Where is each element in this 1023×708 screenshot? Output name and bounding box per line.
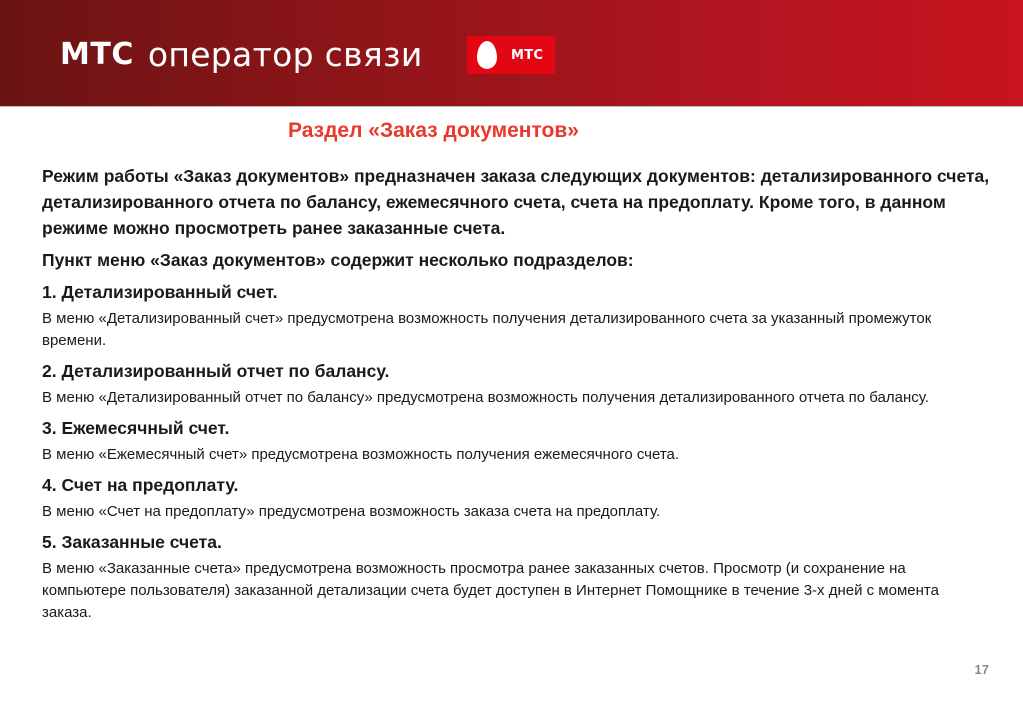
slide-content bbox=[42, 163, 992, 624]
subsection-heading: 1. Детализированный счет. bbox=[42, 282, 278, 302]
subsection-item bbox=[42, 358, 992, 409]
subsection-description: В меню «Ежемесячный счет» предусмотрена возможность получения ежемесячного счета. bbox=[42, 446, 680, 463]
slide-header bbox=[0, 0, 1023, 107]
brand-wordmark bbox=[60, 32, 423, 76]
section-title: Раздел «Заказ документов» bbox=[288, 119, 579, 142]
brand-name: МТС bbox=[60, 36, 134, 72]
subsection-item bbox=[42, 529, 992, 624]
subsection-heading: 4. Счет на предоплату. bbox=[42, 475, 239, 495]
subsection-description: В меню «Счет на предоплату» предусмотрена возможность заказа счета на предоплату. bbox=[42, 503, 661, 520]
mts-logo bbox=[467, 36, 555, 74]
subsection-description: В меню «Заказанные счета» предусмотрена возможность просмотра ранее заказанных счетов. Просмотр (и сохранение на компьютере пользователя) заказанной детализации счета будет доступен в Интернет Помощнике в течение 3-х дней с момента заказа. bbox=[42, 560, 939, 621]
subsection-description: В меню «Детализированный отчет по балансу» предусмотрена возможность получения детализированного отчета по балансу. bbox=[42, 389, 929, 406]
brand-tagline: оператор связи bbox=[147, 34, 423, 74]
logo-text: МТС bbox=[511, 47, 544, 63]
subsection-heading: 5. Заказанные счета. bbox=[42, 532, 222, 552]
page-number: 17 bbox=[974, 662, 989, 677]
subsection-item bbox=[42, 415, 992, 466]
subsection-heading: 3. Ежемесячный счет. bbox=[42, 418, 230, 438]
subsection-item bbox=[42, 472, 992, 523]
subsection-description: В меню «Детализированный счет» предусмотрена возможность получения детализированного счета за указанный промежуток времени. bbox=[42, 310, 932, 349]
menu-intro-paragraph: Пункт меню «Заказ документов» содержит несколько подразделов: bbox=[42, 250, 634, 270]
intro-paragraph: Режим работы «Заказ документов» предназначен заказа следующих документов: детализированного счета, детализированного отчета по балансу, ежемесячного счета, счета на предоплату. Кроме того, в данном режиме можно просмотреть ранее заказанные счета. bbox=[42, 166, 990, 238]
subsection-item bbox=[42, 279, 992, 352]
subsection-heading: 2. Детализированный отчет по балансу. bbox=[42, 361, 390, 381]
egg-icon bbox=[477, 41, 497, 69]
